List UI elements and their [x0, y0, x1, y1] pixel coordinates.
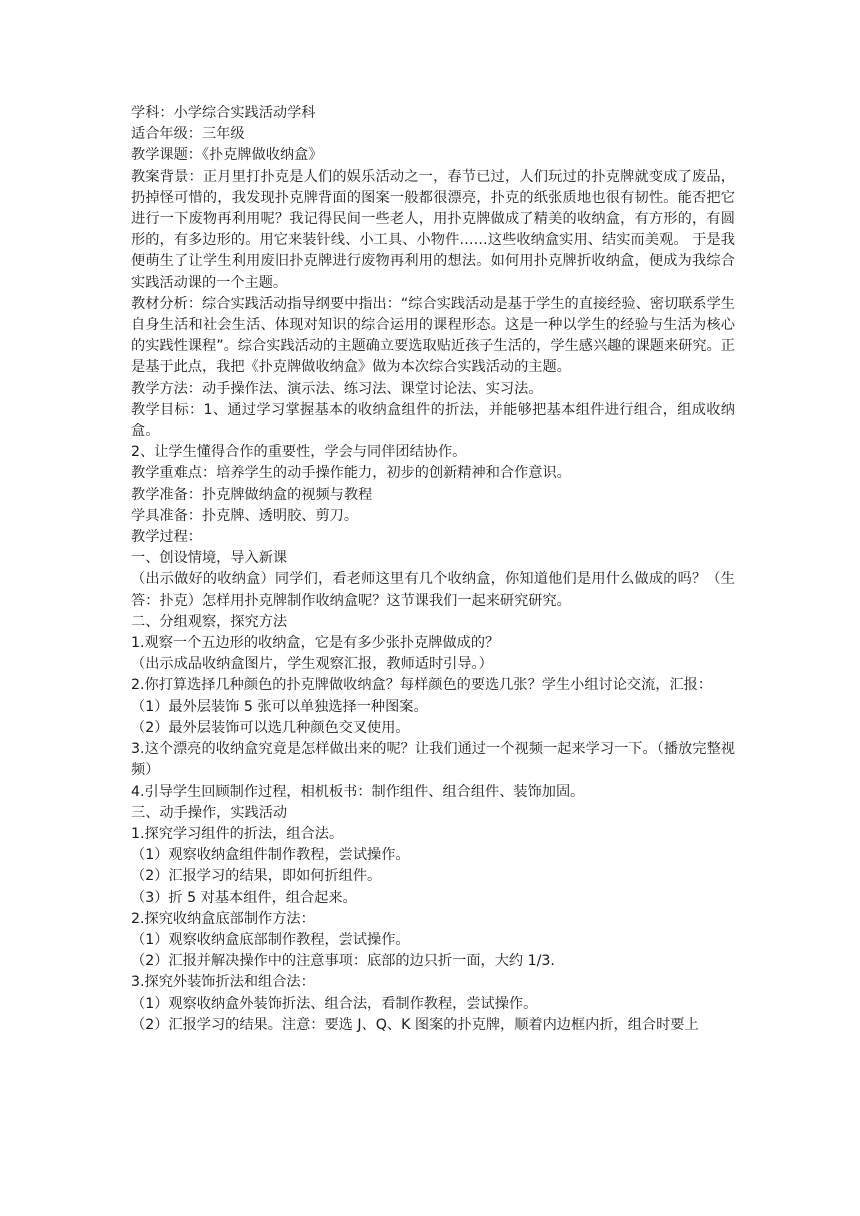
- section-2-item-2-sub-2: （2）最外层装饰可以选几种颜色交叉使用。: [131, 719, 410, 736]
- document-body: [131, 103, 735, 1036]
- teaching-goal-paragraph: 教学目标：1、通过学习掌握基本的收纳盒组件的折法，并能够把基本组件进行组合，组成收纳盒。: [131, 401, 735, 440]
- teaching-methods-line: 教学方法：动手操作法、演示法、练习法、课堂讨论法、实习法。: [131, 380, 543, 397]
- section-2-item-2: 2.你打算选择几种颜色的扑克牌做收纳盒？每样颜色的要选几张？学生小组讨论交流，汇报：: [131, 677, 713, 694]
- section-3-item-3: 3.探究外装饰折法和组合法：: [131, 974, 315, 991]
- subject-line: 学科：小学综合实践活动学科: [131, 105, 316, 121]
- grade-line: 适合年级：三年级: [131, 126, 245, 143]
- lesson-title-line: 教学课题：《扑克牌做收纳盒》: [131, 147, 323, 164]
- section-1-paragraph: （出示做好的收纳盒）同学们，看老师这里有几个收纳盒，你知道他们是用什么做成的吗？（生答：扑克）怎样用扑克牌制作收纳盒呢？这节课我们一起来研究研究。: [131, 571, 735, 609]
- section-2-item-1-note: （出示成品收纳盒图片，学生观察汇报，教师适时引导。）: [131, 656, 493, 673]
- section-3-item-1-sub-1: （1）观察收纳盒组件制作教程，尝试操作。: [131, 847, 410, 864]
- student-prep-line: 学具准备：扑克牌、透明胶、剪刀。: [131, 507, 359, 524]
- section-3-heading: 三、动手操作，实践活动: [131, 804, 288, 821]
- section-3-item-3-sub-1: （1）观察收纳盒外装饰折法、组合法，看制作教程，尝试操作。: [131, 995, 538, 1012]
- material-analysis-paragraph: 教材分析：综合实践活动指导纲要中指出：“综合实践活动是基于学生的直接经验、密切联系学生自身生活和社会生活、体现对知识的综合运用的课程形态。这是一种以学生的经验与生活为核心的实践性课程”。综合实践活动的主题确立要选取贴近孩子生活的，学生感兴趣的课题来研究。正是基于此点，我把《扑克牌做收纳盒》做为本次综合实践活动的主题。: [131, 295, 735, 376]
- key-difficulty-line: 教学重难点：培养学生的动手操作能力，初步的创新精神和合作意识。: [131, 465, 571, 482]
- section-3-item-2-sub-1: （1）观察收纳盒底部制作教程，尝试操作。: [131, 931, 410, 948]
- section-2-item-2-sub-1: （1）最外层装饰 5 张可以单独选择一种图案。: [131, 698, 428, 715]
- process-heading: 教学过程：: [131, 529, 202, 546]
- section-3-item-2-sub-2: （2）汇报并解决操作中的注意事项：底部的边只折一面，大约 1/3.: [131, 953, 555, 970]
- teaching-goal-2-line: 2、让学生懂得合作的重要性，学会与同伴团结协作。: [131, 444, 467, 461]
- section-2-item-4: 4.引导学生回顾制作过程，相机板书：制作组件、组合组件、装饰加固。: [131, 783, 585, 800]
- section-3-item-1-sub-2: （2）汇报学习的结果，即如何折组件。: [131, 868, 382, 885]
- section-2-item-1: 1.观察一个五边形的收纳盒，它是有多少张扑克牌做成的？: [131, 635, 500, 652]
- section-3-item-2: 2.探究收纳盒底部制作方法：: [131, 910, 315, 927]
- section-2-heading: 二、分组观察，探究方法: [131, 613, 288, 630]
- section-3-item-1: 1.探究学习组件的折法，组合法。: [131, 825, 344, 842]
- teaching-prep-line: 教学准备：扑克牌做纳盒的视频与教程: [131, 486, 373, 503]
- background-paragraph: 教案背景：正月里打扑克是人们的娱乐活动之一，春节已过，人们玩过的扑克牌就变成了废品，扔掉怪可惜的，我发现扑克牌背面的图案一般都很漂亮，扑克的纸张质地也很有韧性。能否把它进行一下废物再利用呢？我记得民间一些老人，用扑克牌做成了精美的收纳盒，有方形的，有圆形的，有多边形的。用它来装针线、小工具、小物件……这些收纳盒实用、结实而美观。 于是我便萌生了让学生利用废旧扑克牌进行废物再利用的想法。如何用扑克牌折收纳盒，便成为我综合实践活动课的一个主题。: [131, 168, 735, 291]
- section-3-item-1-sub-3: （3）折 5 对基本组件，组合起来。: [131, 889, 357, 906]
- section-3-item-3-sub-2: （2）汇报学习的结果。注意：要选 J、Q、K 图案的扑克牌，顺着内边框内折，组合时要上: [131, 1016, 699, 1033]
- section-2-item-3: 3.这个漂亮的收纳盒究竟是怎样做出来的呢？让我们通过一个视频一起来学习一下。（播放完整视频）: [131, 741, 735, 779]
- section-1-heading: 一、创设情境，导入新课: [131, 550, 288, 567]
